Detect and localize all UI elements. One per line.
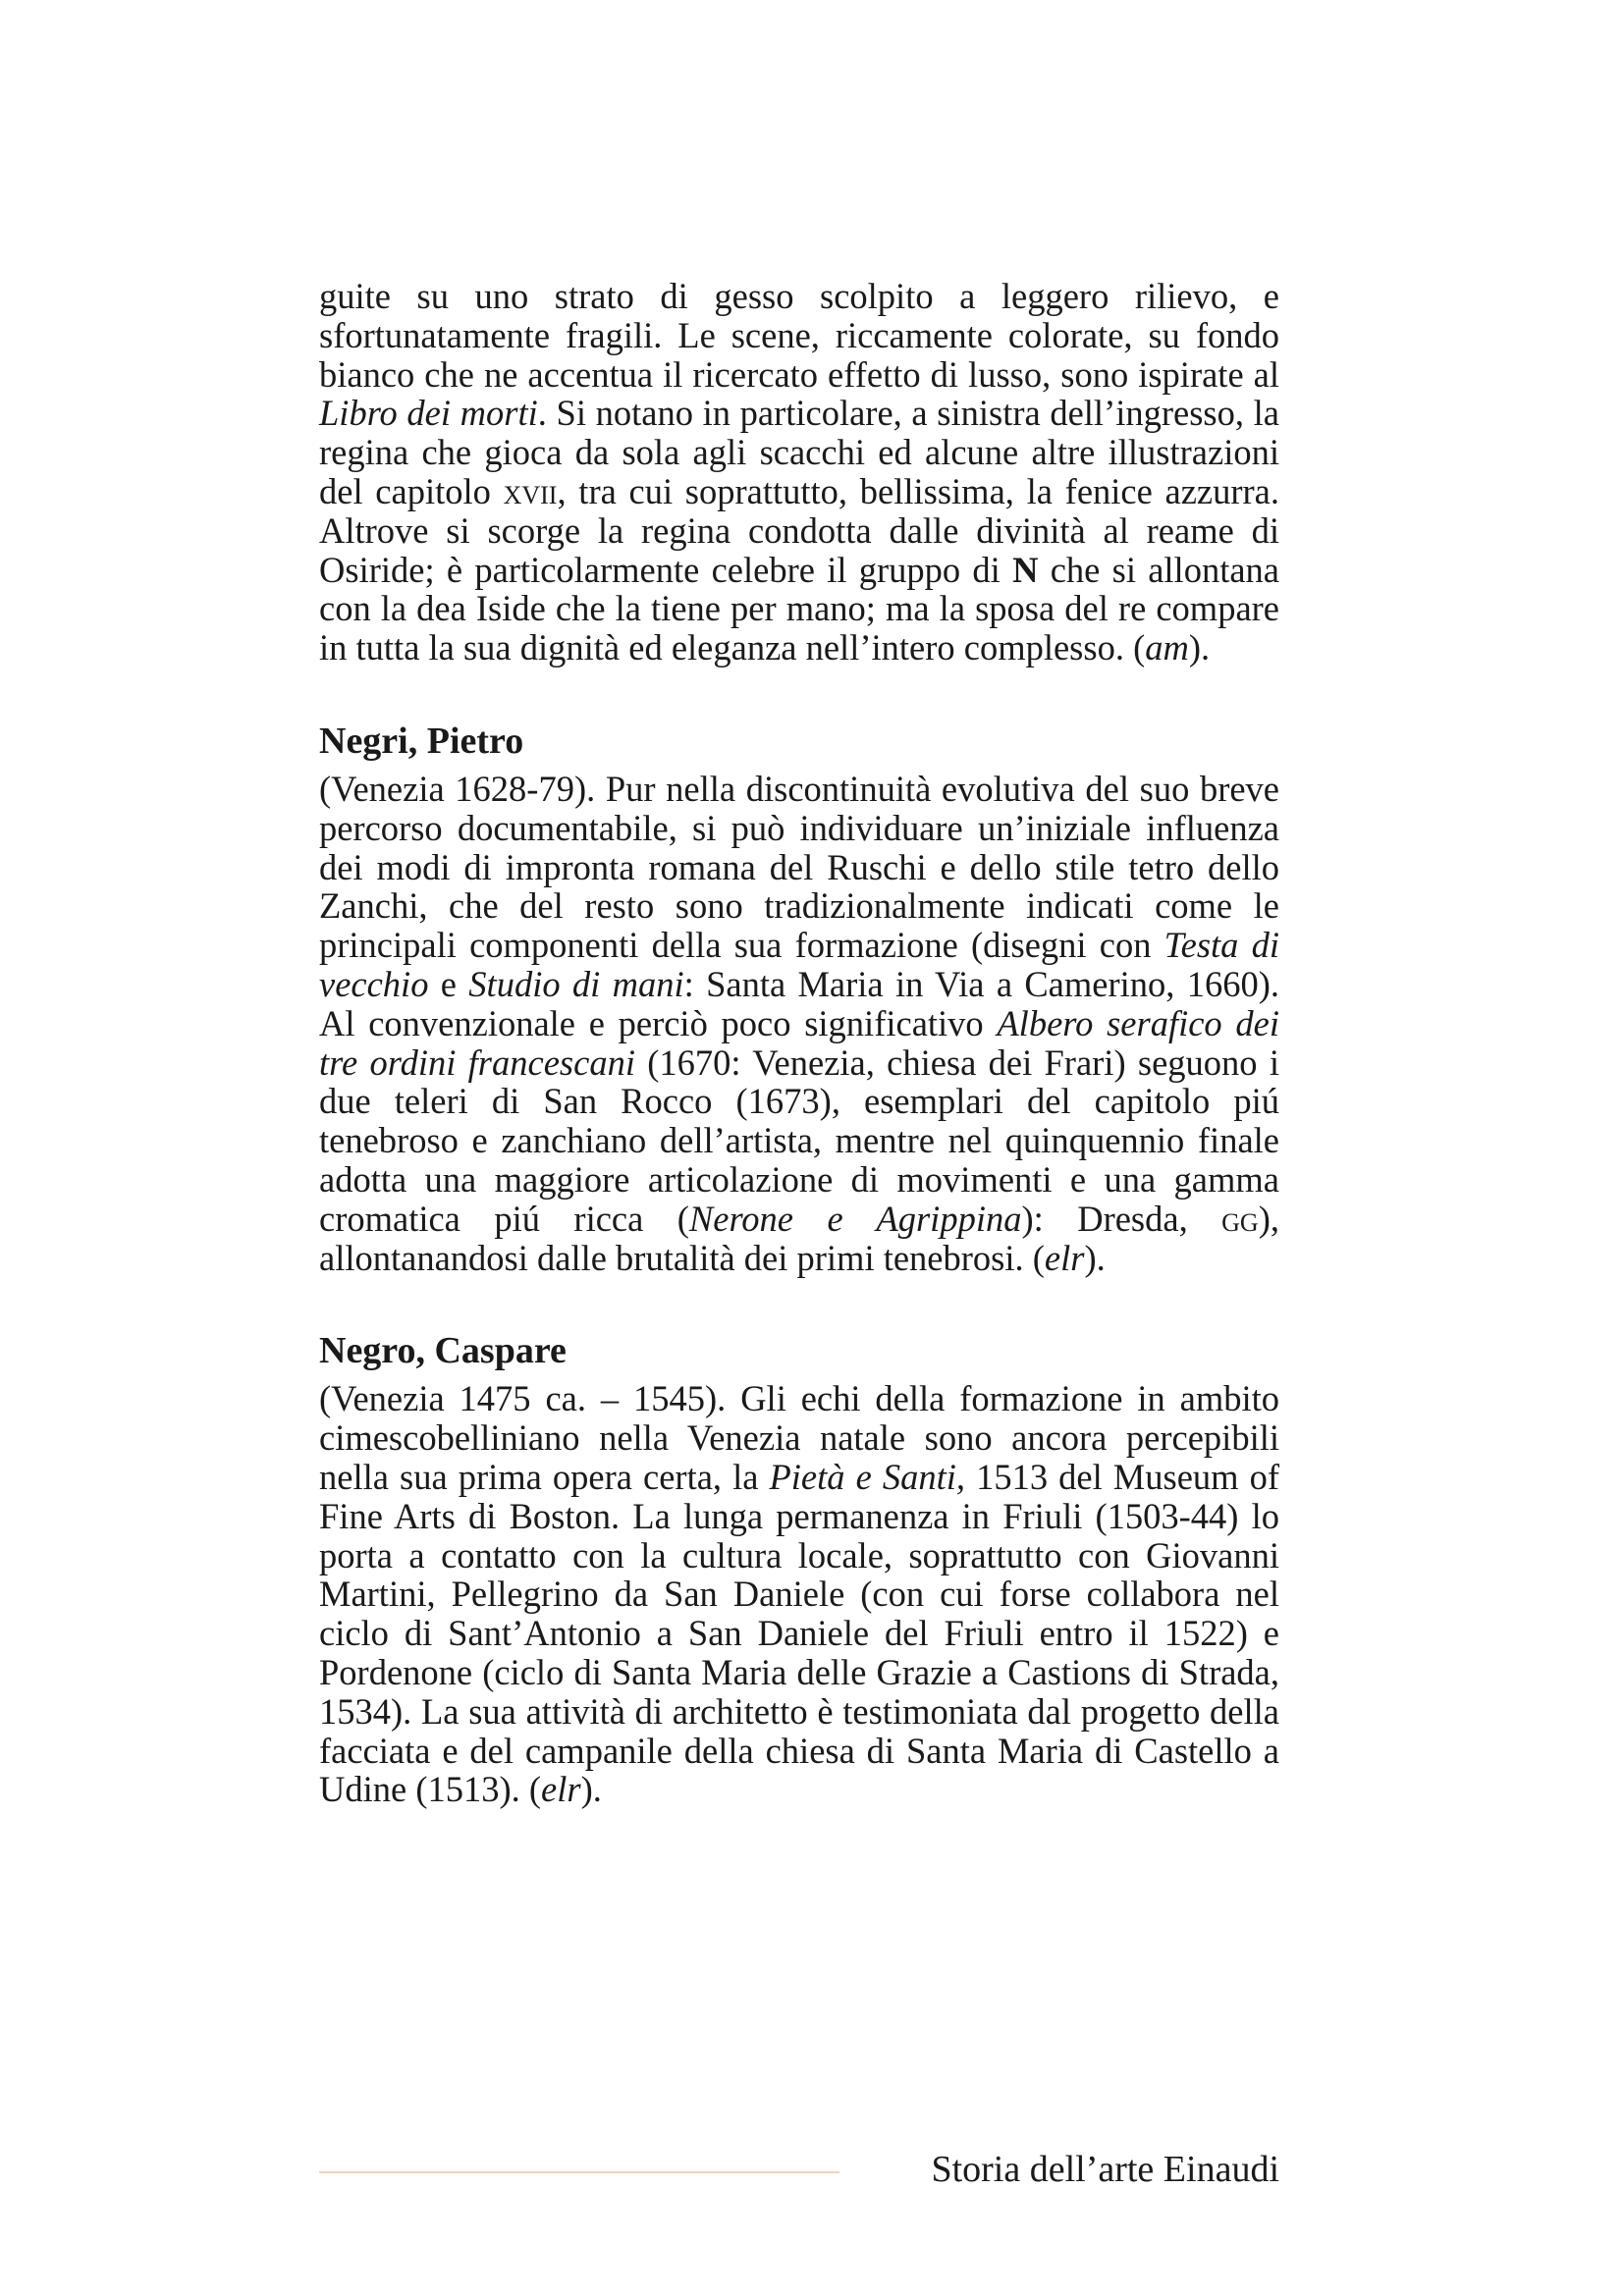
entry-text: ).: [1084, 1237, 1106, 1278]
author-initials: am: [1145, 627, 1189, 668]
work-title: Studio di mani: [468, 963, 684, 1004]
intro-paragraph: [319, 277, 1279, 667]
page-body: [319, 277, 1279, 1809]
entry-text: ), allontanandosi dalle brutalità dei primi tenebrosi. (: [319, 1198, 1279, 1278]
footer-rule: [319, 2171, 839, 2173]
work-title: Albero serafico dei tre ordini francescani: [319, 1002, 1279, 1083]
footer-publisher: Storia dell’arte Einaudi: [931, 2149, 1279, 2190]
work-title: Libro dei morti: [319, 393, 538, 434]
museum-abbreviation: gg: [1221, 1198, 1259, 1239]
intro-text: . Si notano in particolare, a sinistra dell’ingresso, la regina che gioca da sola agli scacchi ed alcune altre illustrazioni del capitolo: [319, 393, 1279, 511]
entry-text: ): Dresda,: [1021, 1198, 1222, 1239]
entry-text: e: [428, 963, 469, 1004]
chapter-number: xvii: [503, 470, 558, 511]
author-initials: elr: [541, 1769, 581, 1810]
entry-text: : Santa Maria in Via a Camerino, 1660). Al convenzionale e perciò poco significativo: [319, 963, 1279, 1043]
entry-title-negro: Negro, Caspare: [319, 1330, 567, 1372]
intro-text: che si allontana con la dea Iside che la tiene per mano; ma la sposa del re compare in tutta la sua dignità ed eleganza nell’intero complesso. (: [319, 549, 1279, 668]
entry-text: (Venezia 1628-79). Pur nella discontinuità evolutiva del suo breve percorso documentabile, si può individuare un’iniziale influenza dei modi di impronta romana del Ruschi e dello stile tetro dello Zanchi, che del resto sono tradizionalmente indicati come le principali componenti della sua formazione (disegni con: [319, 768, 1279, 966]
work-title: Pietà e Santi,: [769, 1456, 966, 1497]
entry-title-negri: Negri, Pietro: [319, 720, 524, 762]
author-initials: elr: [1044, 1237, 1085, 1278]
work-title: Nerone e Agrippina: [688, 1198, 1022, 1239]
entry-text: (Venezia 1475 ca. – 1545). Gli echi della formazione in ambito cimescobelliniano nella Venezia natale sono ancora percepibili nella sua prima opera certa, la: [319, 1378, 1279, 1497]
work-title: Testa di vecchio: [319, 925, 1280, 1004]
entry-text: (1670: Venezia, chiesa dei Frari) seguono i due teleri di San Rocco (1673), esemplari del capitolo piú tenebroso e zanchiano dell’artista, mentre nel quinquennio finale adotta una maggiore articolazione di movimenti e una gamma cromatica piú ricca (: [319, 1041, 1279, 1239]
entry-abbreviation: N: [1012, 549, 1039, 590]
entry-body-negri: [319, 770, 1279, 1277]
entry-body-negro: [319, 1379, 1279, 1809]
entry-text: 1513 del Museum of Fine Arts di Boston. La lunga permanenza in Friuli (1503-44) lo porta a contatto con la cultura locale, soprattutto con Giovanni Martini, Pellegrino da San Daniele (con cui forse collabora nel ciclo di Sant’Antonio a San Daniele del Friuli entro il 1522) e Pordenone (ciclo di Santa Maria delle Grazie a Castions di Strada, 1534). La sua attività di architetto è testimoniata dal progetto della facciata e del campanile della chiesa di Santa Maria di Castello a Udine (1513). (: [319, 1456, 1279, 1810]
intro-text: ).: [1188, 627, 1211, 668]
entry-text: ).: [580, 1769, 602, 1810]
intro-text: , tra cui soprattutto, bellissima, la fenice azzurra. Altrove si scorge la regina condotta dalle divinità al reame di Osiride; è particolarmente celebre il gruppo di: [319, 470, 1280, 590]
intro-text: guite su uno strato di gesso scolpito a leggero rilievo, e sfortunatamente fragili. Le scene, riccamente colorate, su fondo bianco che ne accentua il ricercato effetto di lusso, sono ispirate al: [319, 276, 1279, 395]
